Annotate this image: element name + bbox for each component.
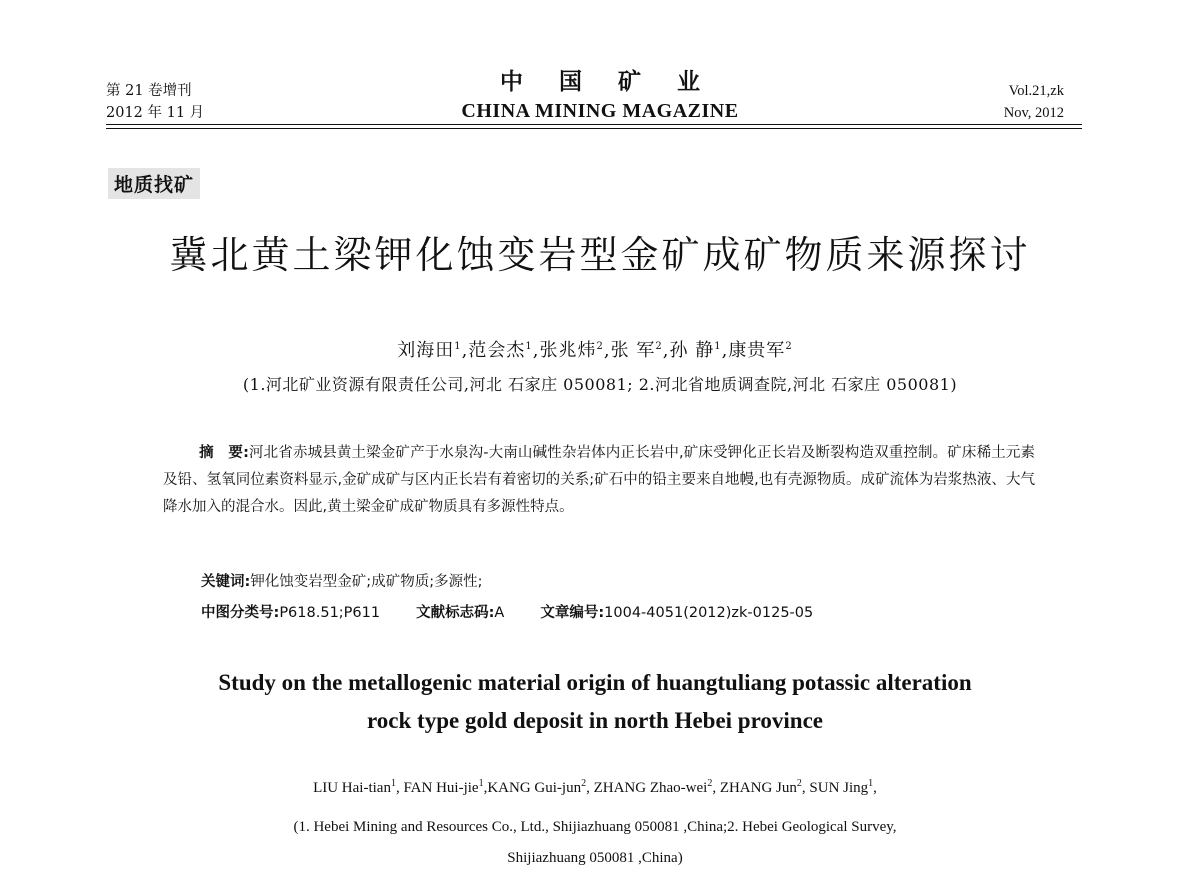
author-affiliation-mark: 2 <box>796 778 802 789</box>
volume-en: Vol.21,zk <box>1008 83 1064 99</box>
paper-title-cn: 冀北黄土梁钾化蚀变岩型金矿成矿物质来源探讨 <box>169 233 1031 277</box>
section-tag: 地质找矿 <box>108 168 200 199</box>
author-affiliation-mark: 2 <box>596 341 604 352</box>
keywords-label: 关键词: <box>201 574 251 590</box>
article-no-label: 文章编号: <box>540 605 605 621</box>
author-name: KANG Gui-jun <box>487 780 582 796</box>
date-en: Nov, 2012 <box>1003 105 1064 121</box>
author-affiliation-mark: 1 <box>390 778 396 789</box>
author-name: LIU Hai-tian <box>313 780 391 796</box>
author-name: 孙 静 <box>669 340 715 361</box>
author-name: FAN Hui-jie <box>403 780 479 796</box>
author-separator: , <box>712 780 720 796</box>
author-name: ZHANG Zhao-wei <box>593 780 708 796</box>
author-separator: , <box>483 780 488 796</box>
author-affiliation-mark: 2 <box>707 778 713 789</box>
clc-value: P618.51;P611 <box>279 605 381 621</box>
affiliation-en-line2: Shijiazhuang 050081 ,China) <box>507 850 683 866</box>
title-en-line1: Study on the metallogenic material origin of huangtuliang potassic alteration <box>218 670 972 695</box>
author-separator: , <box>603 340 611 361</box>
author-name: 张 军 <box>610 340 656 361</box>
author-name: 张兆炜 <box>539 340 597 361</box>
author-affiliation-mark: 1 <box>525 341 533 352</box>
abstract <box>163 440 1035 521</box>
date-cn: 2012 年 11 月 <box>106 105 205 121</box>
title-en-line2: rock type gold deposit in north Hebei province <box>367 708 823 733</box>
author-affiliation-mark: 1 <box>868 778 874 789</box>
author-name: 康贵军 <box>728 340 786 361</box>
author-separator: , <box>532 340 540 361</box>
keywords <box>201 570 482 591</box>
classification-line <box>201 601 813 622</box>
author-separator: , <box>801 780 810 796</box>
keywords-text: 钾化蚀变岩型金矿;成矿物质;多源性; <box>250 574 483 590</box>
author-separator: , <box>662 340 670 361</box>
header-left <box>106 80 204 124</box>
journal-name-cn: 中 国 矿 业 <box>499 68 715 95</box>
abstract-text: 河北省赤城县黄土梁金矿产于水泉沟-大南山碱性杂岩体内正长岩中,矿床受钾化正长岩及断裂构造双重控制。矿床稀土元素及铅、氢氧同位素资料显示,金矿成矿与区内正长岩有着密切的关系;矿石中的铅主要来自地幔,也有壳源物质。成矿流体为岩浆热液、大气降水加入的混合水。因此,黄土梁金矿成矿物质具有多源性特点。 <box>163 445 1035 515</box>
author-list-cn <box>0 336 1190 362</box>
author-separator: , <box>721 340 729 361</box>
affiliation-cn: (1.河北矿业资源有限责任公司,河北 石家庄 050081; 2.河北省地质调查院,河北 石家庄 050081) <box>242 375 958 394</box>
author-separator: , <box>461 340 469 361</box>
doc-code-label: 文献标志码: <box>416 605 495 621</box>
author-affiliation-mark: 2 <box>785 341 793 352</box>
header-rule-top <box>106 124 1082 125</box>
affiliation-en <box>0 812 1190 874</box>
author-list-en <box>0 778 1190 797</box>
clc-label: 中图分类号: <box>201 605 280 621</box>
author-separator: , <box>395 780 404 796</box>
affiliation-en-line1: (1. Hebei Mining and Resources Co., Ltd., Shijiazhuang 050081 ,China;2. Hebei Geological Survey, <box>293 819 897 835</box>
author-name: SUN Jing <box>809 780 869 796</box>
journal-title <box>400 66 800 124</box>
paper-title-en <box>0 664 1190 740</box>
doc-code-value: A <box>494 605 505 621</box>
volume-cn: 第 21 卷增刊 <box>106 83 192 99</box>
author-name: 范会杰 <box>468 340 526 361</box>
article-no-value: 1004-4051(2012)zk-0125-05 <box>604 605 814 621</box>
author-affiliation-mark: 1 <box>454 341 462 352</box>
author-affiliation-mark: 1 <box>714 341 722 352</box>
author-separator: , <box>873 780 877 796</box>
header-rule-bottom <box>106 128 1082 129</box>
author-affiliation-mark: 2 <box>655 341 663 352</box>
journal-name-en: CHINA MINING MAGAZINE <box>461 100 739 122</box>
author-affiliation-mark: 2 <box>581 778 587 789</box>
author-separator: , <box>586 780 594 796</box>
author-name: ZHANG Jun <box>719 780 797 796</box>
author-affiliation-mark: 1 <box>478 778 484 789</box>
header-right <box>1004 80 1064 124</box>
author-name: 刘海田 <box>397 340 455 361</box>
abstract-label: 摘 要: <box>199 445 249 461</box>
